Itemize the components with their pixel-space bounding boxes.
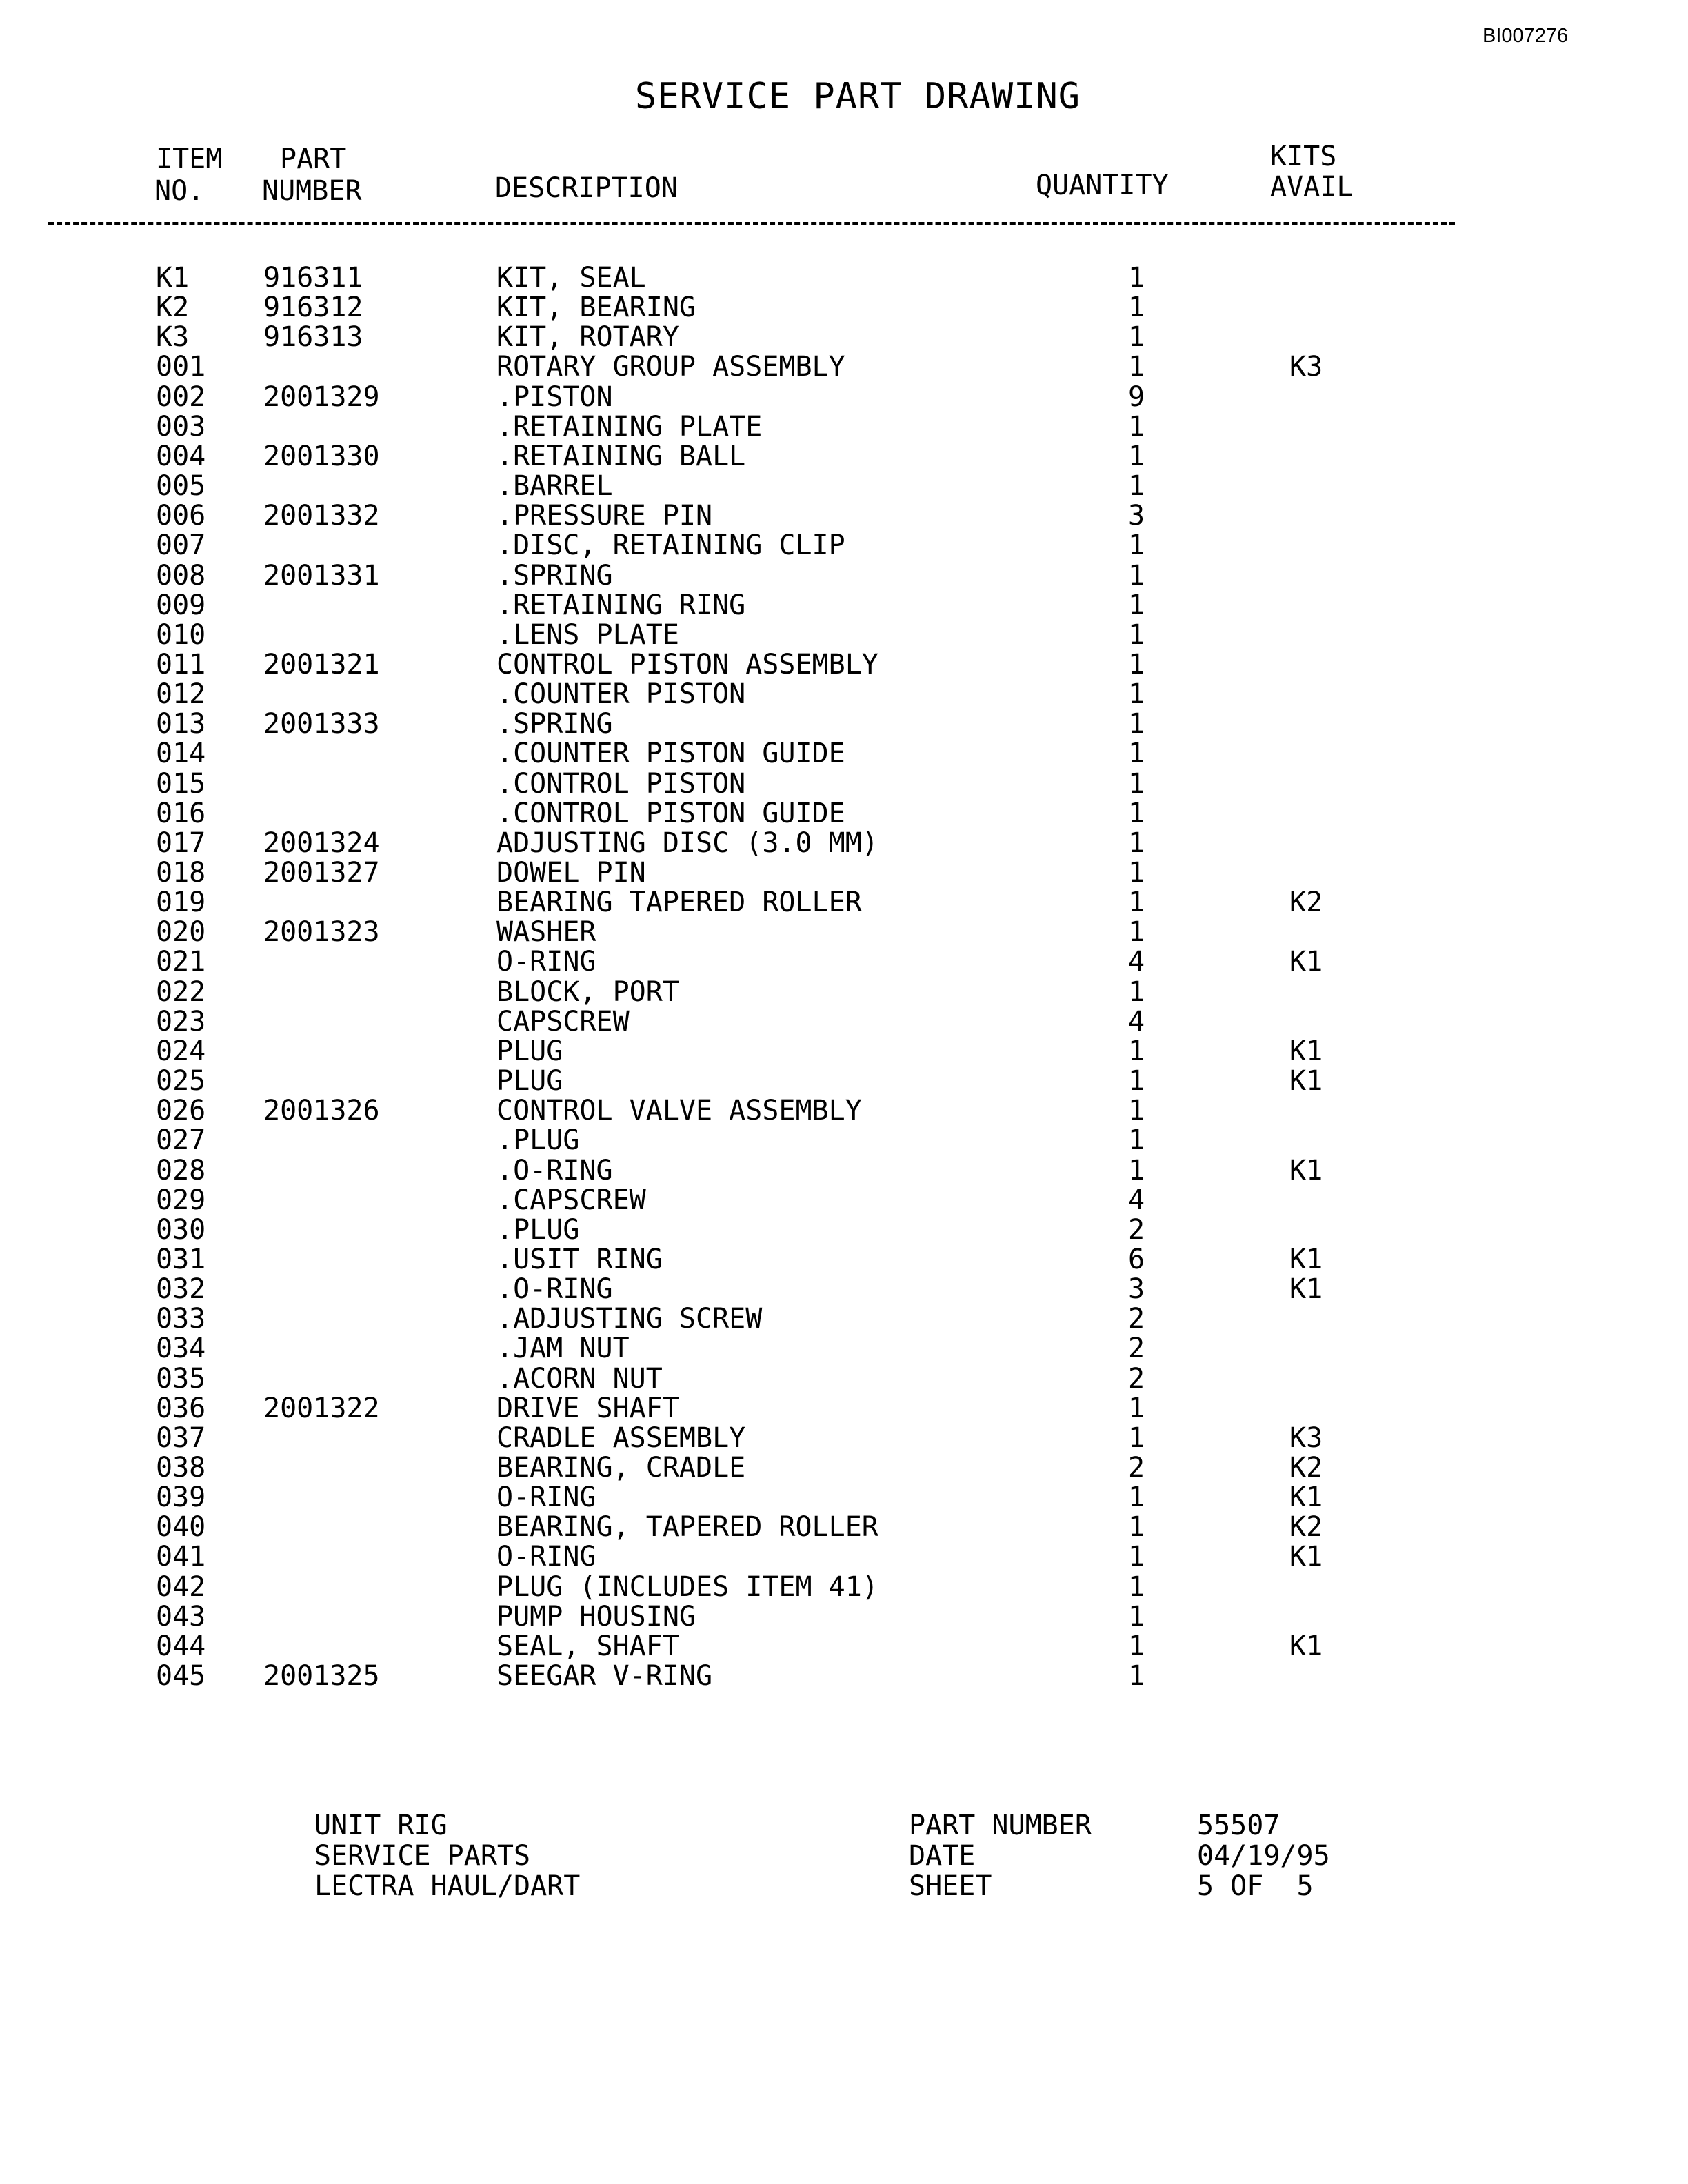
table-row xyxy=(0,561,1688,591)
quantity: 1 xyxy=(1127,1124,1145,1157)
item-number: 001 xyxy=(156,351,206,383)
item-number: K2 xyxy=(156,292,190,324)
description: BEARING, CRADLE xyxy=(496,1452,746,1484)
header-part-line2: NUMBER xyxy=(262,175,362,207)
quantity: 1 xyxy=(1127,678,1145,711)
description: KIT, BEARING xyxy=(496,292,696,324)
quantity: 2 xyxy=(1127,1452,1145,1484)
item-number: 042 xyxy=(156,1570,206,1603)
item-number: 018 xyxy=(156,857,206,889)
table-row xyxy=(0,1245,1688,1275)
table-row xyxy=(0,975,1688,1008)
kit-available: K3 xyxy=(1289,351,1323,383)
header-part-line1: PART xyxy=(280,143,347,175)
description: WASHER xyxy=(496,916,596,949)
description: CONTROL VALVE ASSEMBLY xyxy=(496,1095,862,1127)
item-number: 030 xyxy=(156,1213,206,1246)
quantity: 1 xyxy=(1127,1422,1145,1454)
item-number: 015 xyxy=(156,767,206,800)
footer-company: UNIT RIG xyxy=(314,1810,448,1841)
item-number: 041 xyxy=(156,1541,206,1573)
table-row xyxy=(0,1394,1688,1424)
description: SEEGAR V-RING xyxy=(496,1660,713,1692)
quantity: 1 xyxy=(1127,1035,1145,1067)
header-kits-line1: KITS xyxy=(1270,141,1337,172)
description: .USIT RING xyxy=(496,1243,663,1275)
item-number: 029 xyxy=(156,1184,206,1216)
description: KIT, ROTARY xyxy=(496,321,679,354)
item-number: 037 xyxy=(156,1422,206,1454)
item-number: 010 xyxy=(156,618,206,651)
description: .O-RING xyxy=(496,1273,613,1306)
table-row xyxy=(0,1632,1688,1661)
table-row xyxy=(0,709,1688,739)
table-row xyxy=(0,1304,1688,1334)
item-number: 022 xyxy=(156,975,206,1008)
description: O-RING xyxy=(496,946,596,978)
item-number: K3 xyxy=(156,321,190,354)
description: PUMP HOUSING xyxy=(496,1600,696,1632)
table-row xyxy=(0,1453,1688,1483)
table-row xyxy=(0,947,1688,977)
description: .SPRING xyxy=(496,708,613,740)
part-number: 2001327 xyxy=(263,857,380,889)
description: KIT, SEAL xyxy=(496,262,646,294)
table-row xyxy=(0,1513,1688,1542)
table-row xyxy=(0,263,1688,293)
part-number: 916311 xyxy=(263,262,363,294)
table-row xyxy=(0,769,1688,799)
table-row xyxy=(0,1661,1688,1691)
description: .CAPSCREW xyxy=(496,1184,646,1216)
header-quantity: QUANTITY xyxy=(1036,170,1169,201)
table-row xyxy=(0,1096,1688,1126)
item-number: 040 xyxy=(156,1511,206,1544)
part-number: 916312 xyxy=(263,292,363,324)
quantity: 3 xyxy=(1127,1273,1145,1306)
description: ADJUSTING DISC (3.0 MM) xyxy=(496,827,878,859)
document-id: BI007276 xyxy=(1483,25,1569,47)
table-row xyxy=(0,412,1688,442)
quantity: 4 xyxy=(1127,1184,1145,1216)
item-number: 009 xyxy=(156,589,206,621)
table-row xyxy=(0,1066,1688,1096)
quantity: 1 xyxy=(1127,916,1145,949)
part-number: 2001323 xyxy=(263,916,380,949)
item-number: 012 xyxy=(156,678,206,711)
table-row xyxy=(0,888,1688,918)
description: .CONTROL PISTON GUIDE xyxy=(496,797,845,829)
header-kits-line2: AVAIL xyxy=(1270,171,1354,203)
quantity: 1 xyxy=(1127,738,1145,770)
description: .COUNTER PISTON xyxy=(496,678,746,711)
kit-available: K1 xyxy=(1289,1630,1323,1662)
item-number: 003 xyxy=(156,410,206,443)
item-number: 031 xyxy=(156,1243,206,1275)
table-row xyxy=(0,1483,1688,1513)
footer-label-part-number: PART NUMBER xyxy=(909,1810,1092,1841)
description: PLUG (INCLUDES ITEM 41) xyxy=(496,1570,878,1603)
description: .JAM NUT xyxy=(496,1333,630,1365)
description: BEARING TAPERED ROLLER xyxy=(496,887,862,919)
description: PLUG xyxy=(496,1035,563,1067)
table-row xyxy=(0,1156,1688,1186)
item-number: 035 xyxy=(156,1362,206,1395)
item-number: 016 xyxy=(156,797,206,829)
item-number: 002 xyxy=(156,381,206,413)
quantity: 1 xyxy=(1127,440,1145,472)
footer-label-sheet: SHEET xyxy=(909,1870,992,1902)
item-number: 014 xyxy=(156,738,206,770)
quantity: 1 xyxy=(1127,827,1145,859)
quantity: 1 xyxy=(1127,857,1145,889)
item-number: 036 xyxy=(156,1392,206,1424)
quantity: 2 xyxy=(1127,1303,1145,1335)
quantity: 1 xyxy=(1127,1392,1145,1424)
part-number: 916313 xyxy=(263,321,363,354)
description: .BARREL xyxy=(496,470,613,503)
part-number: 2001332 xyxy=(263,500,380,532)
table-row xyxy=(0,383,1688,412)
description: .ACORN NUT xyxy=(496,1362,663,1395)
item-number: 023 xyxy=(156,1005,206,1038)
item-number: 004 xyxy=(156,440,206,472)
quantity: 1 xyxy=(1127,351,1145,383)
kit-available: K2 xyxy=(1289,887,1323,919)
quantity: 1 xyxy=(1127,767,1145,800)
item-number: 007 xyxy=(156,529,206,562)
quantity: 1 xyxy=(1127,1660,1145,1692)
item-number: 005 xyxy=(156,470,206,503)
quantity: 6 xyxy=(1127,1243,1145,1275)
item-number: 025 xyxy=(156,1065,206,1098)
footer-date: 04/19/95 xyxy=(1197,1840,1330,1872)
table-row xyxy=(0,680,1688,709)
description: .PISTON xyxy=(496,381,613,413)
table-row xyxy=(0,472,1688,501)
quantity: 1 xyxy=(1127,410,1145,443)
table-row xyxy=(0,1424,1688,1453)
table-row xyxy=(0,352,1688,382)
quantity: 1 xyxy=(1127,1095,1145,1127)
kit-available: K1 xyxy=(1289,1273,1323,1306)
description: CRADLE ASSEMBLY xyxy=(496,1422,746,1454)
table-row xyxy=(0,323,1688,352)
item-number: 017 xyxy=(156,827,206,859)
item-number: 044 xyxy=(156,1630,206,1662)
quantity: 1 xyxy=(1127,1511,1145,1544)
part-number: 2001333 xyxy=(263,708,380,740)
quantity: 1 xyxy=(1127,292,1145,324)
quantity: 1 xyxy=(1127,1154,1145,1186)
item-number: 027 xyxy=(156,1124,206,1157)
table-row xyxy=(0,591,1688,620)
table-row xyxy=(0,442,1688,472)
part-number: 2001330 xyxy=(263,440,380,472)
part-number: 2001322 xyxy=(263,1392,380,1424)
item-number: 032 xyxy=(156,1273,206,1306)
item-number: 039 xyxy=(156,1482,206,1514)
quantity: 1 xyxy=(1127,975,1145,1008)
quantity: 1 xyxy=(1127,321,1145,354)
description: .RETAINING RING xyxy=(496,589,746,621)
item-number: 021 xyxy=(156,946,206,978)
quantity: 1 xyxy=(1127,618,1145,651)
table-row xyxy=(0,620,1688,650)
quantity: 1 xyxy=(1127,1570,1145,1603)
kit-available: K1 xyxy=(1289,1541,1323,1573)
kit-available: K2 xyxy=(1289,1452,1323,1484)
part-number: 2001326 xyxy=(263,1095,380,1127)
part-number: 2001325 xyxy=(263,1660,380,1692)
table-row xyxy=(0,918,1688,947)
kit-available: K1 xyxy=(1289,1154,1323,1186)
item-number: 013 xyxy=(156,708,206,740)
quantity: 1 xyxy=(1127,1541,1145,1573)
description: DOWEL PIN xyxy=(496,857,646,889)
item-number: 028 xyxy=(156,1154,206,1186)
table-row xyxy=(0,501,1688,531)
part-number: 2001321 xyxy=(263,648,380,680)
footer-service-parts: SERVICE PARTS xyxy=(314,1840,531,1872)
item-number: 008 xyxy=(156,559,206,592)
table-row xyxy=(0,1215,1688,1245)
table-row xyxy=(0,739,1688,769)
quantity: 1 xyxy=(1127,470,1145,503)
quantity: 2 xyxy=(1127,1362,1145,1395)
quantity: 2 xyxy=(1127,1213,1145,1246)
description: DRIVE SHAFT xyxy=(496,1392,679,1424)
description: .RETAINING PLATE xyxy=(496,410,763,443)
part-number: 2001329 xyxy=(263,381,380,413)
description: .COUNTER PISTON GUIDE xyxy=(496,738,845,770)
item-number: 026 xyxy=(156,1095,206,1127)
description: ROTARY GROUP ASSEMBLY xyxy=(496,351,845,383)
header-item-line2: NO. xyxy=(154,175,205,207)
table-row xyxy=(0,1542,1688,1572)
item-number: 011 xyxy=(156,648,206,680)
table-row xyxy=(0,799,1688,829)
table-row xyxy=(0,1275,1688,1304)
quantity: 1 xyxy=(1127,589,1145,621)
page-title: SERVICE PART DRAWING xyxy=(634,76,1081,117)
kit-available: K1 xyxy=(1289,1243,1323,1275)
quantity: 1 xyxy=(1127,648,1145,680)
kit-available: K2 xyxy=(1289,1511,1323,1544)
table-row xyxy=(0,1602,1688,1632)
item-number: 024 xyxy=(156,1035,206,1067)
quantity: 1 xyxy=(1127,708,1145,740)
item-number: K1 xyxy=(156,262,190,294)
description: .LENS PLATE xyxy=(496,618,679,651)
table-row xyxy=(0,1186,1688,1215)
part-number: 2001324 xyxy=(263,827,380,859)
description: BLOCK, PORT xyxy=(496,975,679,1008)
item-number: 038 xyxy=(156,1452,206,1484)
quantity: 1 xyxy=(1127,262,1145,294)
description: PLUG xyxy=(496,1065,563,1098)
table-row xyxy=(0,1126,1688,1155)
description: .ADJUSTING SCREW xyxy=(496,1303,763,1335)
description: SEAL, SHAFT xyxy=(496,1630,679,1662)
item-number: 043 xyxy=(156,1600,206,1632)
item-number: 006 xyxy=(156,500,206,532)
table-row xyxy=(0,1570,1688,1603)
header-description: DESCRIPTION xyxy=(495,172,678,204)
kit-available: K1 xyxy=(1289,1035,1323,1067)
header-item-line1: ITEM xyxy=(156,143,223,175)
description: .RETAINING BALL xyxy=(496,440,746,472)
description: CONTROL PISTON ASSEMBLY xyxy=(496,648,878,680)
description: .PLUG xyxy=(496,1124,580,1157)
item-number: 033 xyxy=(156,1303,206,1335)
table-row xyxy=(0,1037,1688,1066)
quantity: 4 xyxy=(1127,1005,1145,1038)
quantity: 9 xyxy=(1127,381,1145,413)
description: .SPRING xyxy=(496,559,613,592)
quantity: 3 xyxy=(1127,500,1145,532)
table-row xyxy=(0,829,1688,858)
description: .CONTROL PISTON xyxy=(496,767,746,800)
description: .DISC, RETAINING CLIP xyxy=(496,529,845,562)
footer-label-date: DATE xyxy=(909,1840,976,1872)
item-number: 019 xyxy=(156,887,206,919)
description: .O-RING xyxy=(496,1154,613,1186)
quantity: 1 xyxy=(1127,1482,1145,1514)
table-row xyxy=(0,650,1688,680)
table-row xyxy=(0,1007,1688,1037)
header-divider xyxy=(48,222,1455,225)
table-row xyxy=(0,1334,1688,1364)
item-number: 045 xyxy=(156,1660,206,1692)
footer-sheet: 5 OF 5 xyxy=(1197,1870,1314,1902)
kit-available: K3 xyxy=(1289,1422,1323,1454)
table-row xyxy=(0,531,1688,560)
description: O-RING xyxy=(496,1482,596,1514)
kit-available: K1 xyxy=(1289,1065,1323,1098)
table-row xyxy=(0,858,1688,888)
kit-available: K1 xyxy=(1289,1482,1323,1514)
quantity: 1 xyxy=(1127,887,1145,919)
table-row xyxy=(0,1364,1688,1394)
quantity: 1 xyxy=(1127,1065,1145,1098)
footer-product: LECTRA HAUL/DART xyxy=(314,1870,581,1902)
kit-available: K1 xyxy=(1289,946,1323,978)
quantity: 1 xyxy=(1127,559,1145,592)
description: .PRESSURE PIN xyxy=(496,500,713,532)
quantity: 4 xyxy=(1127,946,1145,978)
item-number: 020 xyxy=(156,916,206,949)
quantity: 1 xyxy=(1127,529,1145,562)
description: .PLUG xyxy=(496,1213,580,1246)
footer-part-number: 55507 xyxy=(1197,1810,1280,1841)
quantity: 2 xyxy=(1127,1333,1145,1365)
description: CAPSCREW xyxy=(496,1005,630,1038)
part-number: 2001331 xyxy=(263,559,380,592)
quantity: 1 xyxy=(1127,1600,1145,1632)
table-row xyxy=(0,293,1688,323)
quantity: 1 xyxy=(1127,797,1145,829)
description: O-RING xyxy=(496,1541,596,1573)
item-number: 034 xyxy=(156,1333,206,1365)
description: BEARING, TAPERED ROLLER xyxy=(496,1511,878,1544)
quantity: 1 xyxy=(1127,1630,1145,1662)
